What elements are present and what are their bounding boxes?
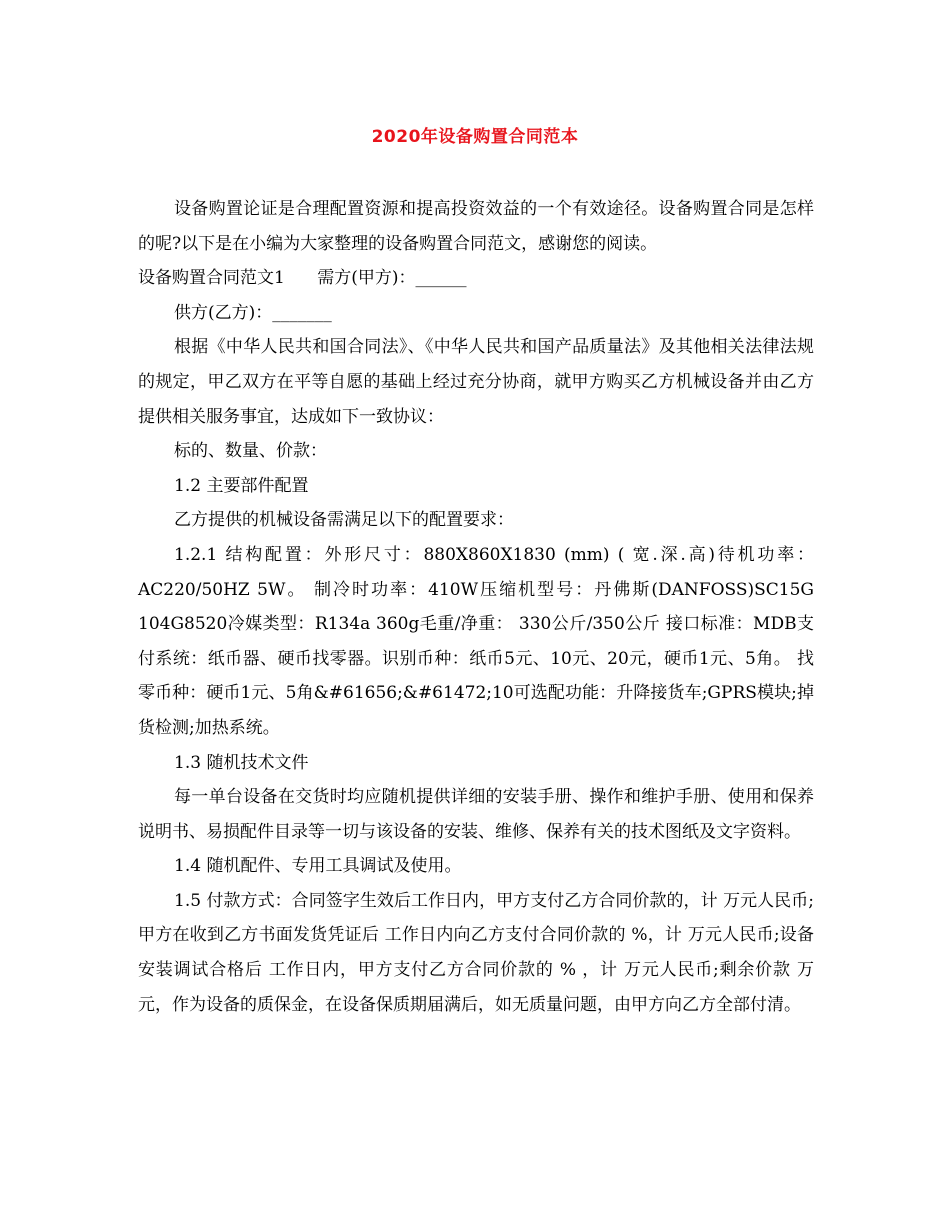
subject-heading: 标的、数量、价款： (174, 441, 327, 462)
contract-heading-line: 设备购置合同范文1 需方(甲方)：______ (138, 268, 467, 289)
document-title: 2020年设备购置合同范本 (371, 127, 579, 147)
document-body (138, 192, 814, 1022)
section-1-5-paragraph: 1.5 付款方式：合同签字生效后工作日内，甲方支付乙方合同价款的，计 万元人民币;甲方在收到乙方书面发货凭证后 工作日内向乙方支付合同价款的 %，计 万元人民币;设备安装调试合格后 工作日内，甲方支付乙方合同价款的 % ，计 万元人民币;剩余价款 万元，作为设备的质保金，在设备保质期届满后，如无质量问题，由甲方向乙方全部付清。 (138, 890, 814, 1015)
section-1-4-paragraph: 1.4 随机配件、专用工具调试及使用。 (174, 856, 462, 877)
section-1-3-heading: 1.3 随机技术文件 (174, 752, 309, 773)
intro-paragraph: 设备购置论证是合理配置资源和提高投资效益的一个有效途径。设备购置合同是怎样的呢?以下是在小编为大家整理的设备购置合同范文，感谢您的阅读。 (138, 199, 814, 254)
section-1-2-heading: 1.2 主要部件配置 (174, 475, 309, 496)
section-1-3-paragraph: 每一单台设备在交货时均应随机提供详细的安装手册、操作和维护手册、使用和保养说明书、易损配件目录等一切与该设备的安装、维修、保养有关的技术图纸及文字资料。 (138, 787, 814, 842)
requirements-paragraph: 乙方提供的机械设备需满足以下的配置要求： (174, 510, 514, 531)
section-1-2-1-paragraph: 1.2.1 结构配置：外形尺寸：880X860X1830 (mm) ( 宽.深.高)待机功率：AC220/50HZ 5W。 制冷时功率：410W压缩机型号：丹佛斯(DANFOSS)SC15G 104G8520冷媒类型：R134a 360g毛重/净重： 330公斤/350公斤 接口标准：MDB支付系统：纸币器、硬币找零器。识别币种：纸币5元、10元、20元，硬币1元、5角。 找零币种：硬币1元、5角&#61656;&#61472;10可选配功能：升降接货车;GPRS模块;掉货检测;加热系统。 (138, 544, 814, 738)
supplier-line: 供方(乙方)：_______ (174, 302, 332, 323)
basis-paragraph: 根据《中华人民共和国合同法》、《中华人民共和国产品质量法》及其他相关法律法规的规定，甲乙双方在平等自愿的基础上经过充分协商，就甲方购买乙方机械设备并由乙方提供相关服务事宜，达成如下一致协议： (138, 337, 814, 427)
